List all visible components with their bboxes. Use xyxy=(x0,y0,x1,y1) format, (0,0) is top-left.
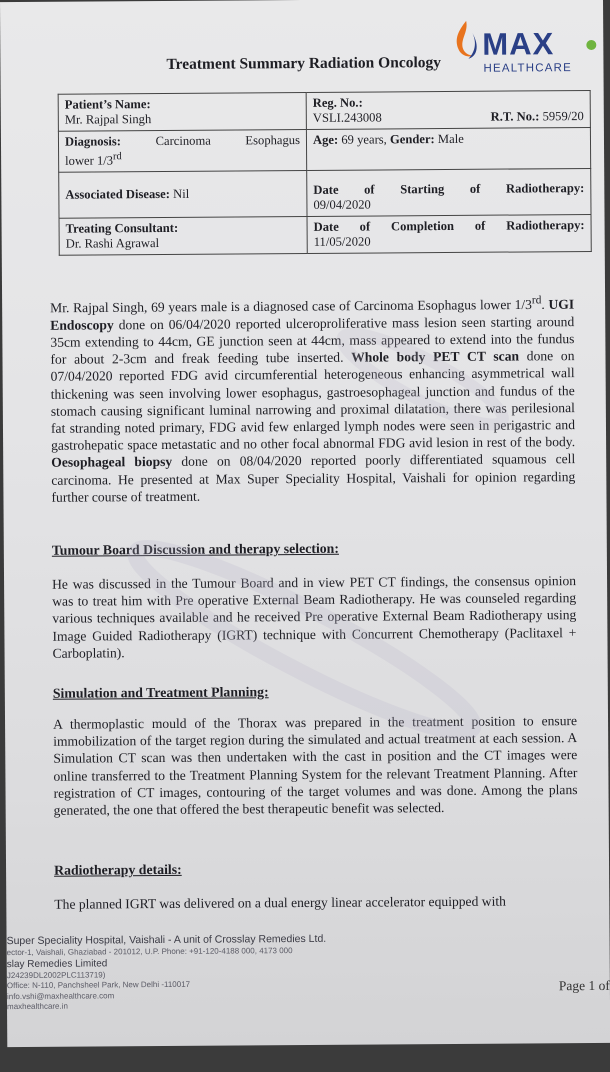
radiotherapy-paragraph: The planned IGRT was delivered on a dual energy linear accelerator equipped with xyxy=(54,893,506,912)
summary-text-1b: . xyxy=(541,296,549,312)
consultant-label: Treating Consultant: xyxy=(65,221,179,236)
age-gender-cell xyxy=(306,127,590,170)
diag-value-2: lower 1/3 xyxy=(65,153,114,168)
summary-sup: rd xyxy=(531,294,542,307)
gender-label: Gender: xyxy=(389,132,435,147)
summary-text-1: Mr. Rajpal Singh, 69 years male is a diagnosed case of Carcinoma Esophagus lower 1/3 xyxy=(50,296,532,316)
footer xyxy=(7,933,327,1013)
footer-website: maxhealthcare.in xyxy=(6,1001,68,1012)
summary-text-2: done on 06/04/2020 reported ulceroproliferative mass lesion seen starting around 35cm extending to 44cm, GE junction seen at 44cm, mass appeared to extend into the fundus for about 2-3cm and freak feeding tube inserted. xyxy=(50,313,575,367)
patient-cell xyxy=(58,92,306,131)
reg-cell xyxy=(306,90,590,129)
diagnosis-cell xyxy=(58,129,306,172)
reg-row xyxy=(313,109,584,126)
diagnosis-line xyxy=(65,133,300,150)
age-value: 69 years, xyxy=(341,132,387,147)
footer-hospital: Super Speciality Hospital, Vaishali - A unit of Crosslay Remedies Ltd. xyxy=(6,932,327,948)
start-date-cell xyxy=(307,169,591,217)
info-row-diagnosis xyxy=(58,127,590,172)
completion-value: 11/05/2020 xyxy=(313,234,371,250)
reg-value: VSLI.243008 xyxy=(312,110,382,125)
footer-address: ector-1, Vaishali, Ghaziabad - 201012, U.P. Phone: +91-120-4188 000, 4173 000 xyxy=(6,946,293,958)
diag-label: Diagnosis: xyxy=(64,134,122,149)
info-row-consultant xyxy=(59,215,591,256)
consultant-cell xyxy=(59,217,307,256)
assoc-value: Nil xyxy=(173,186,190,202)
info-row-associated xyxy=(59,169,591,219)
tumour-board-paragraph: He was discussed in the Tumour Board and in view PET CT findings, the consensus opinion was to treat him with Pre operative External Beam Radiotherapy. He was counseled regarding various techniques available and he received Pre operative External Beam Radiotherapy using Image Guided Radiotherapy (IGRT) technique with Concurrent Chemotherapy (Paclitaxel + Carboplatin). xyxy=(52,573,577,661)
summary-text-3: done on 07/04/2020 reported FDG avid circumferential heterogeneous enhancing asymmetrical wall thickening was seen involving lower esophagus, gastroesophageal junction and fundus of the stomach causing significant luminal narrowing and proximal dilatation, there was perilesional fat stranding noted primary, FDG avid few enlarged lymph nodes were seen in perigastric and gastrohepatic space metastatic and no other focal abnormal FDG avid lesion in rest of the body. xyxy=(50,348,576,453)
completion-label: Date of Completion of Radiotherapy: xyxy=(313,218,585,235)
patient-info-table xyxy=(58,90,592,256)
diag-value: Carcinoma Esophagus xyxy=(155,133,301,149)
start-value: 09/04/2020 xyxy=(313,197,371,213)
summary-biopsy: Oesophageal biopsy xyxy=(51,454,173,471)
summary-ugi: UGI Endoscopy xyxy=(50,296,575,333)
start-label: Date of Starting of Radiotherapy: xyxy=(313,181,585,198)
patient-label: Patient’s Name: xyxy=(64,97,151,112)
rt-number xyxy=(491,109,584,125)
summary-text-4: done on 08/04/2020 reported poorly differentiated squamous cell carcinoma. He presented at Max Super Speciality Hospital, Vaishali for opinion regarding further course of treatment. xyxy=(51,451,576,505)
consultant-value: Dr. Rashi Agrawal xyxy=(65,236,160,251)
rt-label: R.T. No.: xyxy=(490,109,540,124)
rt-value: 5959/20 xyxy=(542,109,584,124)
gender-value: Male xyxy=(437,131,464,147)
diag-sup: rd xyxy=(112,151,122,163)
footer-cin: J24239DL2002PLC113719) xyxy=(6,969,106,980)
info-row-patient xyxy=(58,90,590,131)
max-healthcare-logo xyxy=(450,12,600,73)
logo-dot-icon xyxy=(586,40,596,50)
footer-email: info.vshi@maxhealthcare.com xyxy=(6,990,115,1001)
footer-office: Office: N-110, Panchsheel Park, New Delhi -110017 xyxy=(6,979,191,991)
footer-company: slay Remedies Limited xyxy=(6,957,108,970)
tumour-board-heading: Tumour Board Discussion and therapy selection: xyxy=(51,540,339,558)
age-label: Age: xyxy=(312,132,339,147)
associated-cell xyxy=(59,171,307,219)
reg-label: Reg. No.: xyxy=(312,95,363,110)
radiotherapy-heading: Radiotherapy details: xyxy=(54,861,182,878)
simulation-paragraph: A thermoplastic mould of the Thorax was prepared in the treatment position to ensure immobilization of the target region during the simulated and actual treatment at each session. A Simulation CT scan was then undertaken with the cast in position and the CT images were online transferred to the Treatment Planning System for the relevant Treatment Planning. After registration of CT images, contouring of the target volumes and was done. Among the plans generated, the one that offered the best therapeutic benefit was selected. xyxy=(52,713,578,818)
page-number: Page 1 of xyxy=(558,977,610,994)
summary-paragraph xyxy=(50,292,575,506)
document-title: Treatment Summary Radiation Oncology xyxy=(166,54,442,73)
diagnosis-line-2 xyxy=(65,148,300,169)
simulation-heading: Simulation and Treatment Planning: xyxy=(52,684,269,701)
patient-value: Mr. Rajpal Singh xyxy=(64,112,152,127)
logo-subtext: HEALTHCARE xyxy=(483,62,572,75)
summary-pet: Whole body PET CT scan xyxy=(351,348,520,365)
completion-date-cell xyxy=(307,215,591,254)
assoc-label: Associated Disease: xyxy=(65,187,170,202)
flame-logo-icon xyxy=(450,19,480,65)
logo-brand-text: MAX xyxy=(482,26,555,62)
